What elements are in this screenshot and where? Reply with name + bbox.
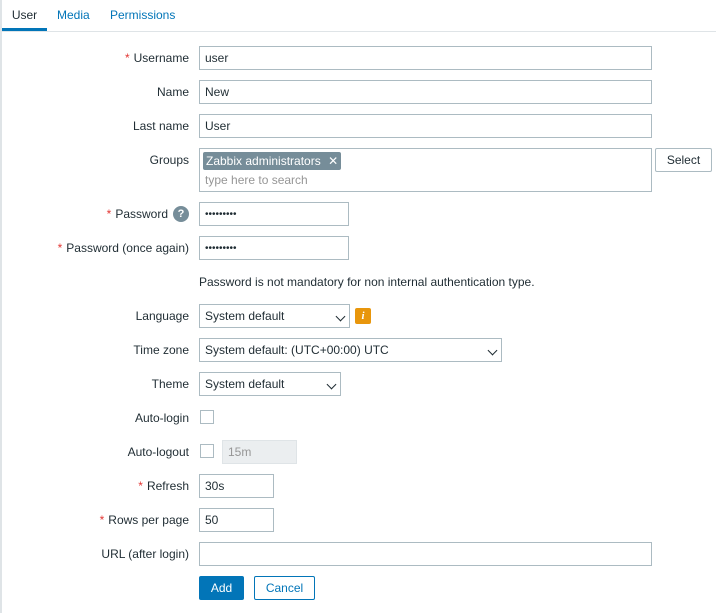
autologout-label: Auto-logout xyxy=(127,445,189,459)
tab-bar xyxy=(2,0,716,32)
groups-label: Groups xyxy=(149,153,189,167)
theme-select[interactable] xyxy=(199,372,341,396)
refresh-label xyxy=(138,479,189,493)
theme-label: Theme xyxy=(151,377,189,391)
cancel-button[interactable]: Cancel xyxy=(254,576,315,600)
name-input[interactable] xyxy=(199,80,652,104)
autologin-checkbox[interactable] xyxy=(200,410,214,424)
tab-user[interactable]: User xyxy=(2,0,47,31)
required-marker: * xyxy=(124,51,130,65)
language-value: System default xyxy=(205,309,285,323)
rows-per-page-label-text: Rows per page xyxy=(108,513,189,527)
language-label: Language xyxy=(135,309,189,323)
refresh-label-text: Refresh xyxy=(146,479,189,493)
add-button[interactable]: Add xyxy=(199,576,244,600)
url-input[interactable] xyxy=(199,542,652,566)
required-marker: * xyxy=(138,479,143,493)
groups-select-button[interactable]: Select xyxy=(655,148,712,172)
rows-per-page-label xyxy=(100,513,189,527)
last-name-input[interactable] xyxy=(199,114,652,138)
chevron-down-icon xyxy=(488,346,498,356)
timezone-select[interactable] xyxy=(199,338,502,362)
username-label-text: Username xyxy=(133,51,189,65)
autologin-label: Auto-login xyxy=(134,411,189,425)
url-label: URL (after login) xyxy=(101,547,189,561)
help-icon[interactable]: ? xyxy=(173,206,189,222)
tab-permissions[interactable]: Permissions xyxy=(110,8,176,22)
password-label-text: Password xyxy=(115,207,168,221)
password-again-label-text: Password (once again) xyxy=(66,241,189,255)
chevron-down-icon xyxy=(327,380,337,390)
language-select[interactable] xyxy=(199,304,350,328)
username-input[interactable] xyxy=(199,46,652,70)
password-label xyxy=(107,207,168,221)
chevron-down-icon xyxy=(336,312,346,322)
last-name-label: Last name xyxy=(132,119,189,133)
theme-value: System default xyxy=(205,377,285,391)
rows-per-page-input[interactable] xyxy=(199,508,274,532)
required-marker: * xyxy=(106,207,112,221)
autologout-input xyxy=(222,440,297,464)
info-icon[interactable]: i xyxy=(355,308,371,324)
password-again-input[interactable] xyxy=(199,236,349,260)
tab-media[interactable]: Media xyxy=(57,8,90,22)
timezone-value: System default: (UTC+00:00) UTC xyxy=(205,343,389,357)
required-marker: * xyxy=(57,241,63,255)
password-input[interactable] xyxy=(199,202,349,226)
name-label: Name xyxy=(156,85,189,99)
refresh-input[interactable] xyxy=(199,474,274,498)
username-label xyxy=(125,51,189,65)
remove-chip-icon[interactable]: ✕ xyxy=(328,154,339,168)
timezone-label: Time zone xyxy=(133,343,189,357)
password-hint: Password is not mandatory for non internal authentication type. xyxy=(199,275,535,289)
autologout-checkbox[interactable] xyxy=(200,444,214,458)
password-again-label xyxy=(58,241,189,255)
groups-search-placeholder[interactable]: type here to search xyxy=(205,173,308,187)
groups-multiselect[interactable] xyxy=(199,148,652,192)
group-chip-label: Zabbix administrators xyxy=(206,154,321,168)
group-chip xyxy=(203,152,341,170)
required-marker: * xyxy=(99,513,105,527)
